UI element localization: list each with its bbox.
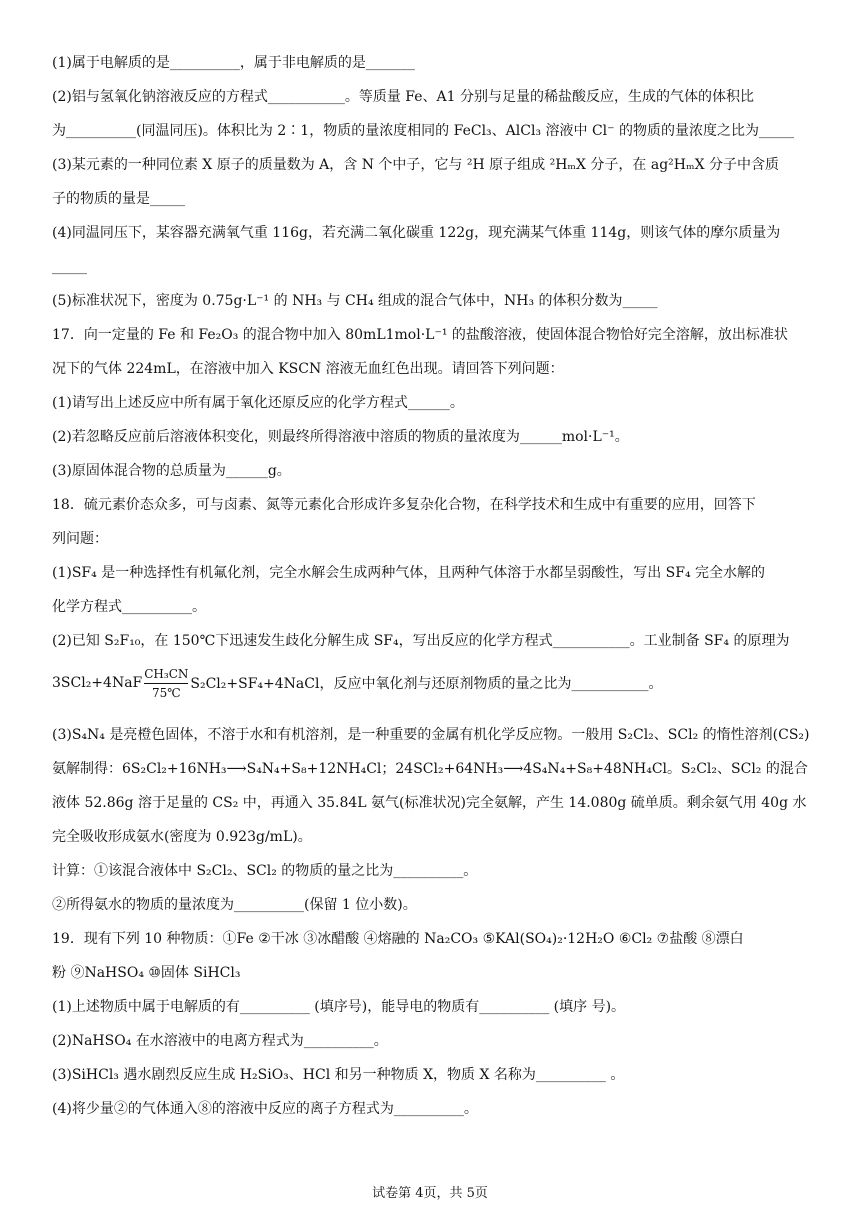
text-line: (4)同温同压下，某容器充满氧气重 116g，若充满二氧化碳重 122g，现充满某气体重 114g，则该气体的摩尔质量为: [52, 225, 781, 241]
text-line: (4)将少量②的气体通入⑧的溶液中反应的离子方程式为__________。: [52, 1101, 478, 1117]
question-19-line: 19．现有下列 10 种物质：①Fe ②干冰 ③冰醋酸 ④熔融的 Na₂CO₃ ⑤KAl(SO₄)₂·12H₂O ⑥Cl₂ ⑦盐酸 ⑧漂白: [52, 931, 744, 947]
condition-bottom: 75℃: [151, 685, 181, 700]
text-line: (2)已知 S₂F₁₀，在 150℃下迅速发生歧化分解生成 SF₄，写出反应的化学方程式___________。工业制备 SF₄ 的原理为: [52, 633, 790, 649]
text-line: (5)标准状况下，密度为 0.75g·L⁻¹ 的 NH₃ 与 CH₄ 组成的混合气体中，NH₃ 的体积分数为_____: [52, 293, 658, 309]
text-line: 为__________(同温同压)。体积比为 2∶1，物质的量浓度相同的 FeCl₃、AlCl₃ 溶液中 Cl⁻ 的物质的量浓度之比为_____: [52, 123, 794, 139]
text-line: 子的物质的量是_____: [52, 191, 185, 207]
text-line: 况下的气体 224mL，在溶液中加入 KSCN 溶液无血红色出现。请回答下列问题：: [52, 361, 564, 377]
reaction-condition: [144, 667, 188, 700]
text-line: 粉 ⑨NaHSO₄ ⑩固体 SiHCl₃: [52, 965, 241, 981]
text-line: (3)S₄N₄ 是亮橙色固体，不溶于水和有机溶剂，是一种重要的金属有机化学反应物。一般用 S₂Cl₂、SCl₂ 的惰性溶剂(CS₂): [52, 727, 810, 743]
text-line: (3)SiHCl₃ 遇水剧烈反应生成 H₂SiO₃、HCl 和另一种物质 X，物质 X 名称为__________ 。: [52, 1067, 625, 1083]
text-line: ②所得氨水的物质的量浓度为__________(保留 1 位小数)。: [52, 897, 417, 913]
text-line: (2)NaHSO₄ 在水溶液中的电离方程式为__________。: [52, 1033, 388, 1049]
text-line: (1)属于电解质的是__________，属于非电解质的是_______: [52, 55, 415, 71]
question-17-line: 17．向一定量的 Fe 和 Fe₂O₃ 的混合物中加入 80mL1mol·L⁻¹ 的盐酸溶液，使固体混合物恰好完全溶解，放出标准状: [52, 327, 788, 343]
condition-top: CH₃CN: [144, 666, 189, 681]
reaction-arrow-bar: [144, 683, 188, 684]
text-line: (1)SF₄ 是一种选择性有机氟化剂，完全水解会生成两种气体，且两种气体溶于水都呈弱酸性，写出 SF₄ 完全水解的: [52, 565, 766, 581]
reaction-right: S₂Cl₂+SF₄+4NaCl，反应中氧化剂与还原剂物质的量之比为___________。: [190, 676, 663, 692]
text-line: (2)铝与氢氧化钠溶液反应的方程式___________。等质量 Fe、A1 分别与足量的稀盐酸反应，生成的气体的体积比: [52, 89, 754, 105]
exam-page: [52, 52, 812, 1120]
text-line: 计算：①该混合液体中 S₂Cl₂、SCl₂ 的物质的量之比为__________。: [52, 863, 478, 879]
text-line: (3)原固体混合物的总质量为______g。: [52, 463, 291, 479]
text-line: (1)上述物质中属于电解质的有__________ (填序号)，能导电的物质有__________ (填序 号)。: [52, 999, 626, 1015]
text-line: 化学方程式__________。: [52, 599, 206, 615]
reaction-left: 3SCl₂+4NaF: [52, 675, 143, 691]
text-line: (1)请写出上述反应中所有属于氧化还原反应的化学方程式______。: [52, 395, 464, 411]
text-line: 氨解制得：6S₂Cl₂+16NH₃⟶S₄N₄+S₈+12NH₄Cl；24SCl₂+64NH₃⟶4S₄N₄+S₈+48NH₄Cl。S₂Cl₂、SCl₂ 的混合: [52, 761, 808, 777]
text-line: 完全吸收形成氨水(密度为 0.923g/mL)。: [52, 829, 312, 845]
question-18-line: 18．硫元素价态众多，可与卤素、氮等元素化合形成许多复杂化合物，在科学技术和生成中有重要的应用，回答下: [52, 497, 756, 513]
reaction-equation: [52, 658, 812, 708]
text-line: 液体 52.86g 溶于足量的 CS₂ 中，再通入 35.84L 氨气(标准状况)完全氨解，产生 14.080g 硫单质。剩余氨气用 40g 水: [52, 795, 807, 811]
text-line: 列问题：: [52, 531, 108, 547]
text-line: (3)某元素的一种同位素 X 原子的质量数为 A，含 N 个中子，它与 ²H 原子组成 ²HₘX 分子，在 ag²HₘX 分子中含质: [52, 157, 779, 173]
text-line: _____: [52, 259, 87, 275]
page-footer: 试卷第 4页，共 5页: [372, 1186, 488, 1201]
text-line: (2)若忽略反应前后溶液体积变化，则最终所得溶液中溶质的物质的量浓度为______mol·L⁻¹。: [52, 429, 629, 445]
